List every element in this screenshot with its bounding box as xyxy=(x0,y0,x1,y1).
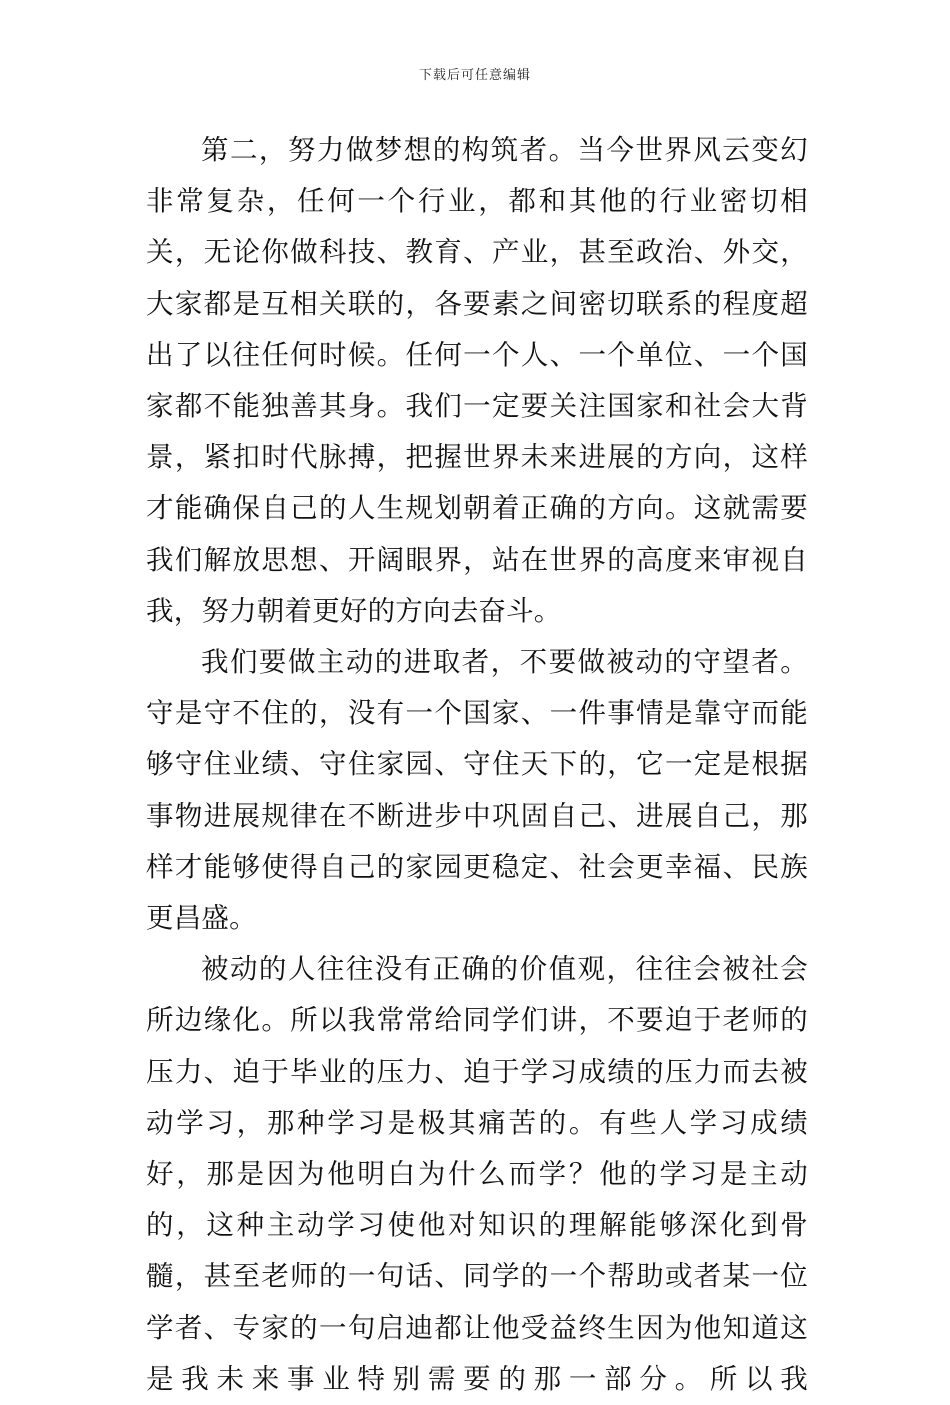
paragraph-1: 第二，努力做梦想的构筑者。当今世界风云变幻非常复杂，任何一个行业，都和其他的行业密切相关，无论你做科技、教育、产业，甚至政治、外交，大家都是互相关联的，各要素之间密切联系的程度超出了以往任何时候。任何一个人、一个单位、一个国家都不能独善其身。我们一定要关注国家和社会大背景，紧扣时代脉搏，把握世界未来进展的方向，这样才能确保自己的人生规划朝着正确的方向。这就需要我们解放思想、开阔眼界，站在世界的高度来审视自我，努力朝着更好的方向去奋斗。 xyxy=(146,134,808,627)
header-note: 下载后可任意编辑 xyxy=(418,68,531,83)
paragraph-2: 我们要做主动的进取者，不要做被动的守望者。守是守不住的，没有一个国家、一件事情是靠守而能够守住业绩、守住家园、守住天下的，它一定是根据事物进展规律在不断进步中巩固自己、进展自己，那样才能够使得自己的家园更稳定、社会更幸福、民族更昌盛。 xyxy=(146,646,808,935)
paragraph-3: 被动的人往往没有正确的价值观，往往会被社会所边缘化。所以我常常给同学们讲，不要迫于老师的压力、迫于毕业的压力、迫于学习成绩的压力而去被动学习，那种学习是极其痛苦的。有些人学习成绩好，那是因为他明白为什么而学？他的学习是主动的，这种主动学习使他对知识的理解能够深化到骨髓，甚至老师的一句话、同学的一个帮助或者某一位学者、专家的一句启迪都让他受益终生因为他知道这是我未来事业特别需要的那一部分。所以我 xyxy=(146,953,808,1395)
body-text xyxy=(146,125,808,1405)
